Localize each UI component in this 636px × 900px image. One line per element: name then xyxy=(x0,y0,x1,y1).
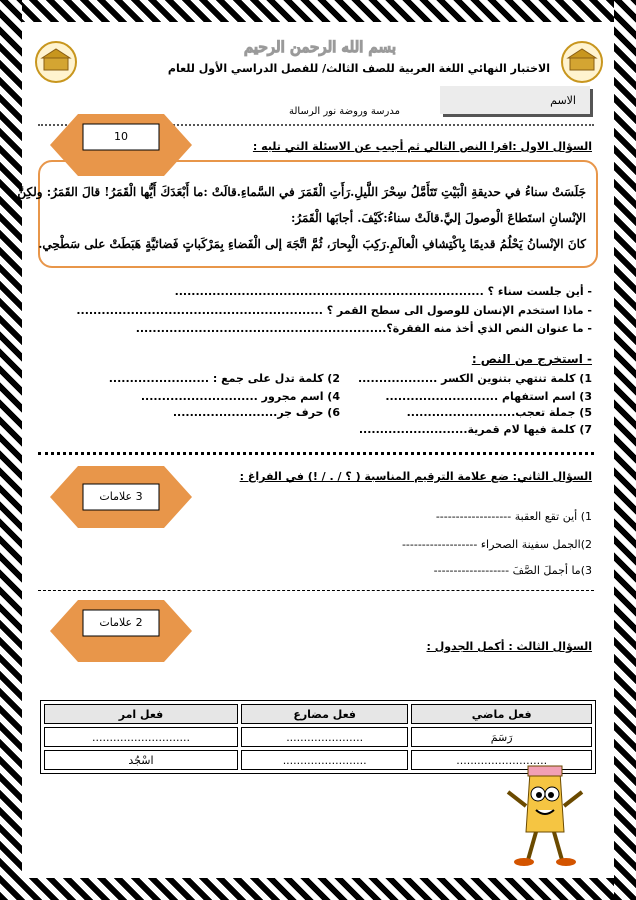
exam-title: الاختبار النهائي اللغة العربية للصف الثالث/ للفصل الدراسي الأول للعام xyxy=(167,62,550,75)
basmala: بسم الله الرحمن الرحيم xyxy=(243,38,397,56)
logo-left xyxy=(34,40,78,84)
q1-title: السؤال الاول :اقرا النص التالي ثم أجيب عن الاسئلة التي تليه : xyxy=(252,140,592,153)
q3-title: السؤال الثالث : أكمل الجدول : xyxy=(426,640,592,653)
q2-marks: 3 علامات xyxy=(99,490,143,503)
extract-5[interactable]: 5) جملة تعجب.......................... xyxy=(406,406,592,419)
extract-7[interactable]: 7) كلمة فيها لام قمرية.......................... xyxy=(358,423,592,436)
cell-r1-past[interactable]: رَسَمَ xyxy=(411,727,592,747)
cell-r2-past[interactable]: .......................... xyxy=(411,750,592,770)
border-right xyxy=(614,0,636,900)
header-past: فعل ماضي xyxy=(411,704,592,724)
question-3[interactable]: - ما عنوان النص الذي أخذ منه الفقرة؟............................................................ xyxy=(135,322,592,335)
extract-3[interactable]: 3) اسم استفهام ........................... xyxy=(385,390,592,403)
section-separator-1 xyxy=(38,452,594,455)
cell-r1-present[interactable]: ...................... xyxy=(241,727,408,747)
passage-line-2: الإنْسانِ استَطاعَ الْوصولَ إليَّ.قالَتْ سناءُ:كَيْفَ. أجابَها الْقَمَرُ: xyxy=(290,211,586,225)
q2-title: السؤال الثاني: ضع علامة الترقيم المناسبة ( ؟ / . / !) في الفراغ : xyxy=(239,470,592,483)
name-label: الاسم xyxy=(550,94,576,107)
q2-item-2[interactable]: 2)الجمل سفينة الصحراء ------------------- xyxy=(401,538,592,551)
extract-6[interactable]: 6) حرف جر......................... xyxy=(172,406,340,419)
logo-right xyxy=(560,40,604,84)
pencil-mascot-image xyxy=(500,762,590,872)
header-present: فعل مضارع xyxy=(241,704,408,724)
table-row xyxy=(44,727,592,747)
school-name: مدرسة وروضة نور الرسالة xyxy=(288,106,400,117)
q2-item-1[interactable]: 1) أين تقع العقبة ------------------- xyxy=(435,510,592,523)
passage-line-3: كانَ الإنْسانُ يَحْلُمُ قديمًا بِاكْتِشافِ الْعالَمِ.رَكِبَ الْبِحارَ، ثُمَّ اتَّجَهَ إلى الْفَضاءِ بِمَرْكَباتٍ فَضائيَّةٍ هَبَطَتْ على سَطْحِي. xyxy=(38,237,586,251)
section-separator-2 xyxy=(38,590,594,591)
question-2[interactable]: - ماذا استخدم الإنسان للوصول الى سطح القمر ؟ ........................................................... xyxy=(76,304,592,317)
border-left xyxy=(0,0,22,900)
border-bottom xyxy=(0,878,636,900)
q2-marks-badge xyxy=(50,462,192,532)
extract-2[interactable]: 2) كلمة تدل على جمع : ........................ xyxy=(108,372,340,385)
cell-r1-imperative[interactable]: ............................ xyxy=(44,727,238,747)
header-imperative: فعل امر xyxy=(44,704,238,724)
name-box xyxy=(440,86,590,114)
cell-r2-imperative[interactable]: اسْجُد xyxy=(44,750,238,770)
table-header-row xyxy=(44,704,592,724)
q1-marks: 10 xyxy=(114,130,128,143)
q3-marks-badge xyxy=(50,596,192,666)
q2-item-3[interactable]: 3)ما أجملَ الصَّفَ ------------------- xyxy=(433,564,592,577)
extract-4[interactable]: 4) اسم مجرور ............................ xyxy=(140,390,340,403)
question-1[interactable]: - أين جلست سناء ؟ .......................................................................... xyxy=(174,285,592,298)
passage-line-1: جَلَسَتْ سناءُ في حديقةِ الْبَيْتِ تَتَأَمَّلُ سِحْرَ اللَّيلِ.رَأَتِ الْقَمَرَ في السَّماءِ.قالَتْ :ما أَبْعَدَكَ أَيُّها الْقَمَرُ! قالَ القَمَرُ: ولكِنَّ xyxy=(17,185,586,199)
extract-title: - استخرج من النص : xyxy=(471,352,592,366)
cell-r2-present[interactable]: ........................ xyxy=(241,750,408,770)
q3-marks: 2 علامات xyxy=(99,616,143,629)
border-top xyxy=(0,0,636,22)
extract-1[interactable]: 1) كلمة تنتهي بتنوين الكسر ................... xyxy=(357,372,592,385)
